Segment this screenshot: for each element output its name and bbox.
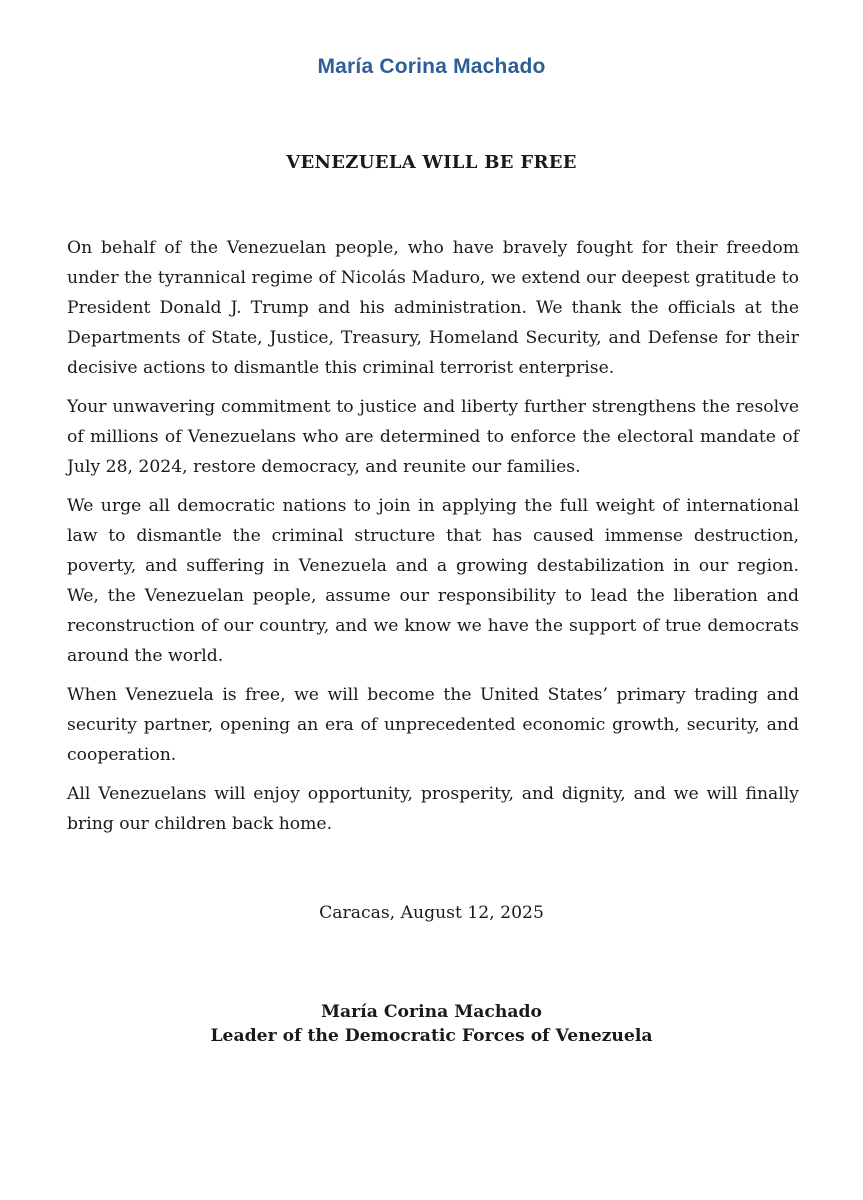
place-date: Caracas, August 12, 2025 — [319, 903, 544, 923]
signature-block — [0, 1000, 863, 1048]
letter-body — [67, 233, 799, 848]
paragraph-partnership: When Venezuela is free, we will become the United States’ primary trading and security partner, opening an era of unprecedented economic growth, security, and cooperation. — [67, 685, 799, 765]
signature-role: Leader of the Democratic Forces of Venezuela — [210, 1026, 653, 1046]
signature-name: María Corina Machado — [321, 1002, 542, 1022]
paragraph-closing: All Venezuelans will enjoy opportunity, prosperity, and dignity, and we will finally bring our children back home. — [67, 784, 799, 834]
document-title: VENEZUELA WILL BE FREE — [286, 152, 577, 173]
letterhead-name: María Corina Machado — [317, 55, 546, 78]
paragraph-gratitude: On behalf of the Venezuelan people, who have bravely fought for their freedom under the tyrannical regime of Nicolás Maduro, we extend our deepest gratitude to President Donald J. Trump and his administration. We thank the officials at the Departments of State, Justice, Treasury, Homeland Security, and Defense for their decisive actions to dismantle this criminal terrorist enterprise. — [67, 238, 799, 378]
paragraph-commitment: Your unwavering commitment to justice and liberty further strengthens the resolve of millions of Venezuelans who are determined to enforce the electoral mandate of July 28, 2024, restore democracy, and reunite our families. — [67, 397, 799, 477]
paragraph-appeal: We urge all democratic nations to join in applying the full weight of international law to dismantle the criminal structure that has caused immense destruction, poverty, and suffering in Venezuela and a growing destabilization in our region. We, the Venezuelan people, assume our responsibility to lead the liberation and reconstruction of our country, and we know we have the support of true democrats around the world. — [67, 496, 799, 666]
